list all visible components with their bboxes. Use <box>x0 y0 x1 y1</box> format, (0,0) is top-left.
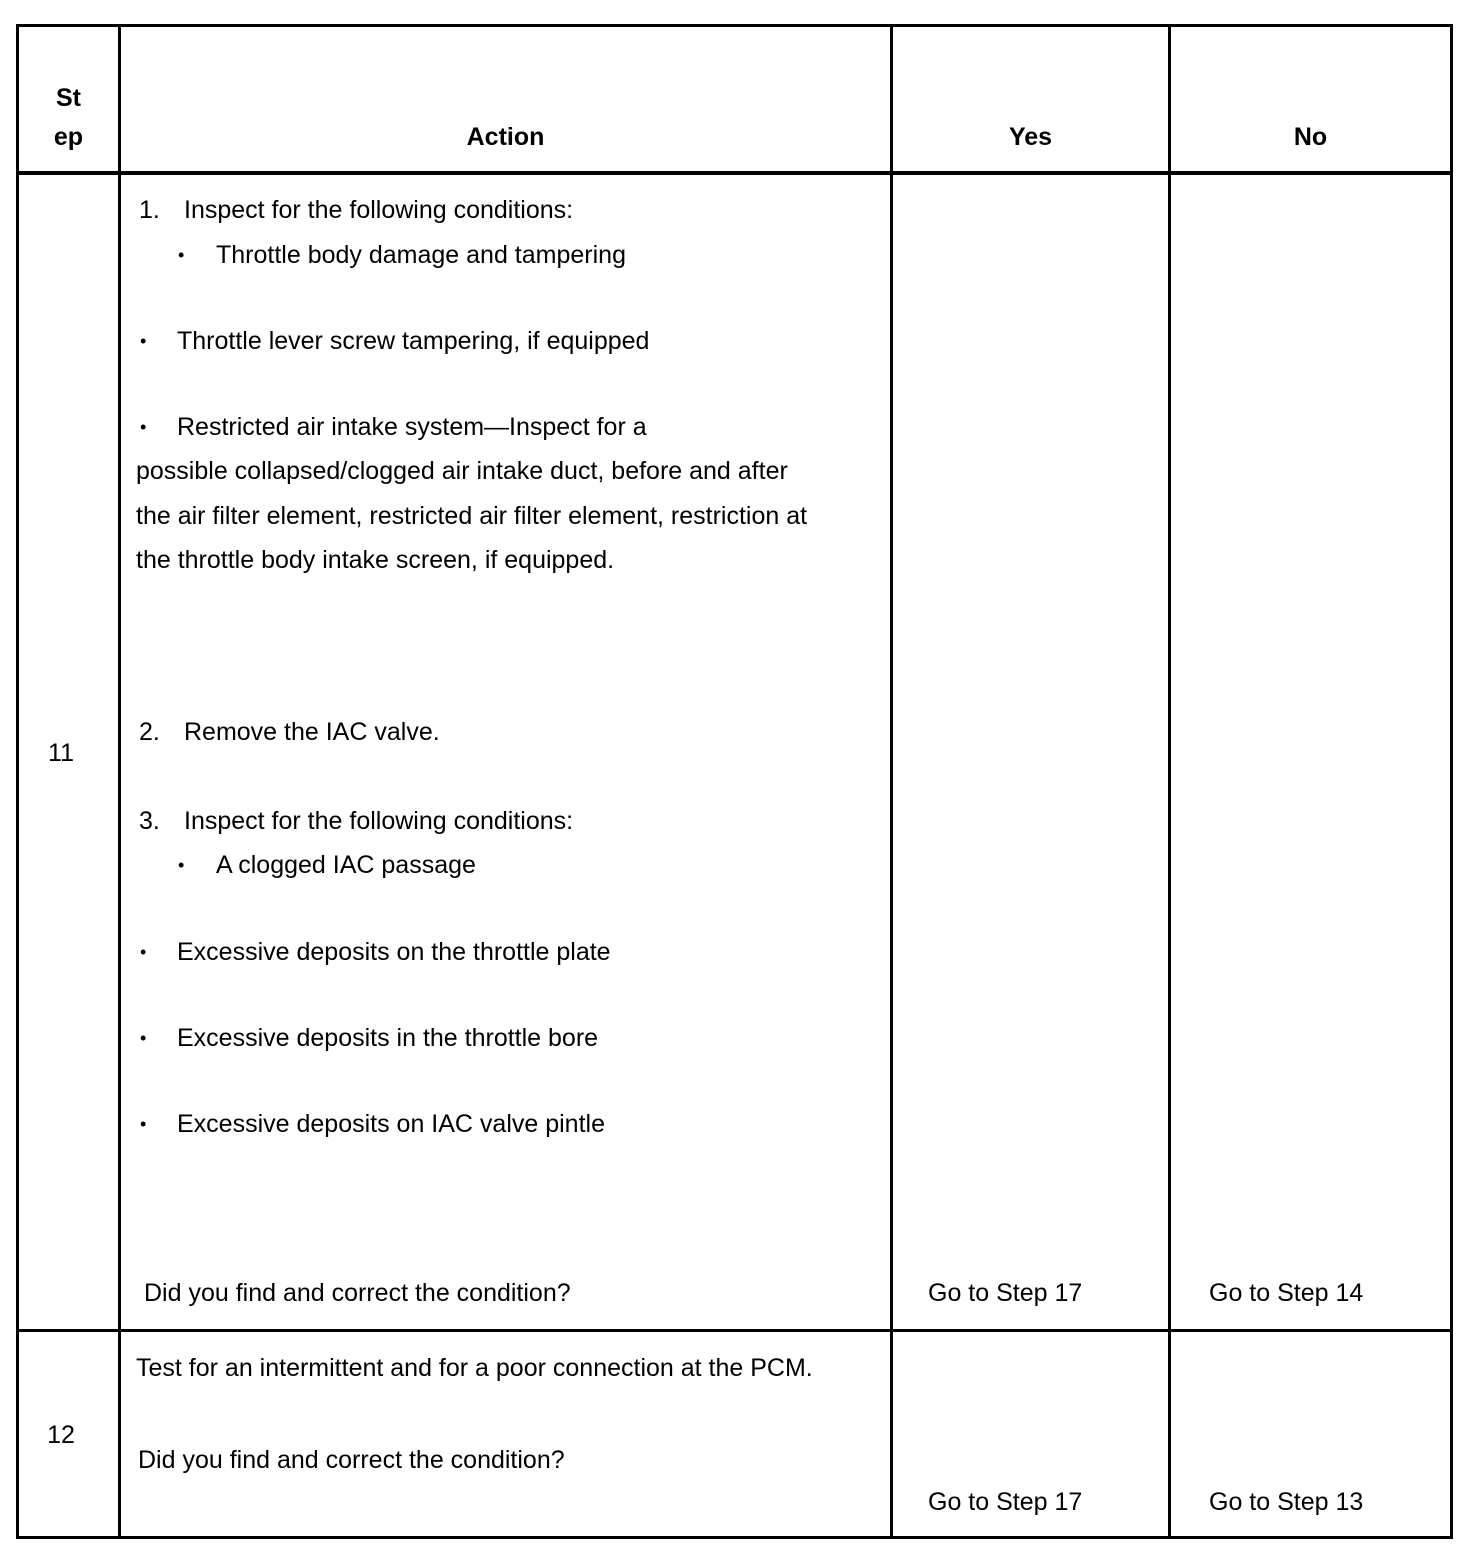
item1-text: Inspect for the following conditions: <box>184 196 574 224</box>
row12-question: Did you find and correct the condition? <box>138 1446 565 1474</box>
bullet-icon: • <box>178 855 185 875</box>
bullet-icon: • <box>140 1028 147 1048</box>
column-divider-yes <box>1168 24 1171 1539</box>
row11-no: Go to Step 14 <box>1209 1279 1364 1307</box>
header-action: Action <box>466 123 545 151</box>
table-border-bottom <box>16 1536 1453 1539</box>
row12-no: Go to Step 13 <box>1209 1488 1364 1516</box>
bullet-icon: • <box>140 1114 147 1134</box>
row12-yes: Go to Step 17 <box>928 1488 1083 1516</box>
row11-question: Did you find and correct the condition? <box>144 1279 571 1307</box>
item3-text: Inspect for the following conditions: <box>184 807 574 835</box>
item1-number: 1. <box>139 196 160 224</box>
header-step-line2: ep <box>53 123 84 151</box>
bullet-restricted-air-rest: possible collapsed/clogged air intake duct, before and after the air filter element, restricted air filter element, restriction at the throttle body intake screen, if equipped. <box>136 457 808 574</box>
row12-action-text: Test for an intermittent and for a poor connection at the PCM. <box>136 1354 813 1382</box>
header-yes: Yes <box>1008 123 1053 151</box>
bullet-icon: • <box>140 417 147 437</box>
bullet-icon: • <box>178 245 185 265</box>
header-step-line1: St <box>56 84 81 112</box>
bullet-icon: • <box>140 942 147 962</box>
header-divider <box>16 171 1453 175</box>
bullet-throttle-lever: Throttle lever screw tampering, if equipped <box>177 327 650 355</box>
bullet-throttle-plate: Excessive deposits on the throttle plate <box>177 938 611 966</box>
row11-yes: Go to Step 17 <box>928 1279 1083 1307</box>
item3-bullet1: A clogged IAC passage <box>216 851 476 879</box>
item1-bullet1: Throttle body damage and tampering <box>216 241 626 269</box>
table-border-top <box>16 24 1453 27</box>
table-border-left <box>16 24 19 1539</box>
step-number-11: 11 <box>48 739 74 767</box>
bullet-restricted-air-line1: Restricted air intake system—Inspect for a <box>177 413 647 441</box>
bullet-iac-pintle: Excessive deposits on IAC valve pintle <box>177 1110 605 1138</box>
item2-text: Remove the IAC valve. <box>184 718 440 746</box>
item3-number: 3. <box>139 807 160 835</box>
header-no: No <box>1293 123 1328 151</box>
bullet-icon: • <box>140 331 147 351</box>
table-border-right <box>1450 24 1453 1539</box>
bullet-throttle-bore: Excessive deposits in the throttle bore <box>177 1024 599 1052</box>
step-number-12: 12 <box>47 1421 75 1449</box>
row-divider <box>16 1329 1453 1332</box>
item2-number: 2. <box>139 718 160 746</box>
column-divider-action <box>890 24 893 1539</box>
column-divider-step <box>118 24 121 1539</box>
